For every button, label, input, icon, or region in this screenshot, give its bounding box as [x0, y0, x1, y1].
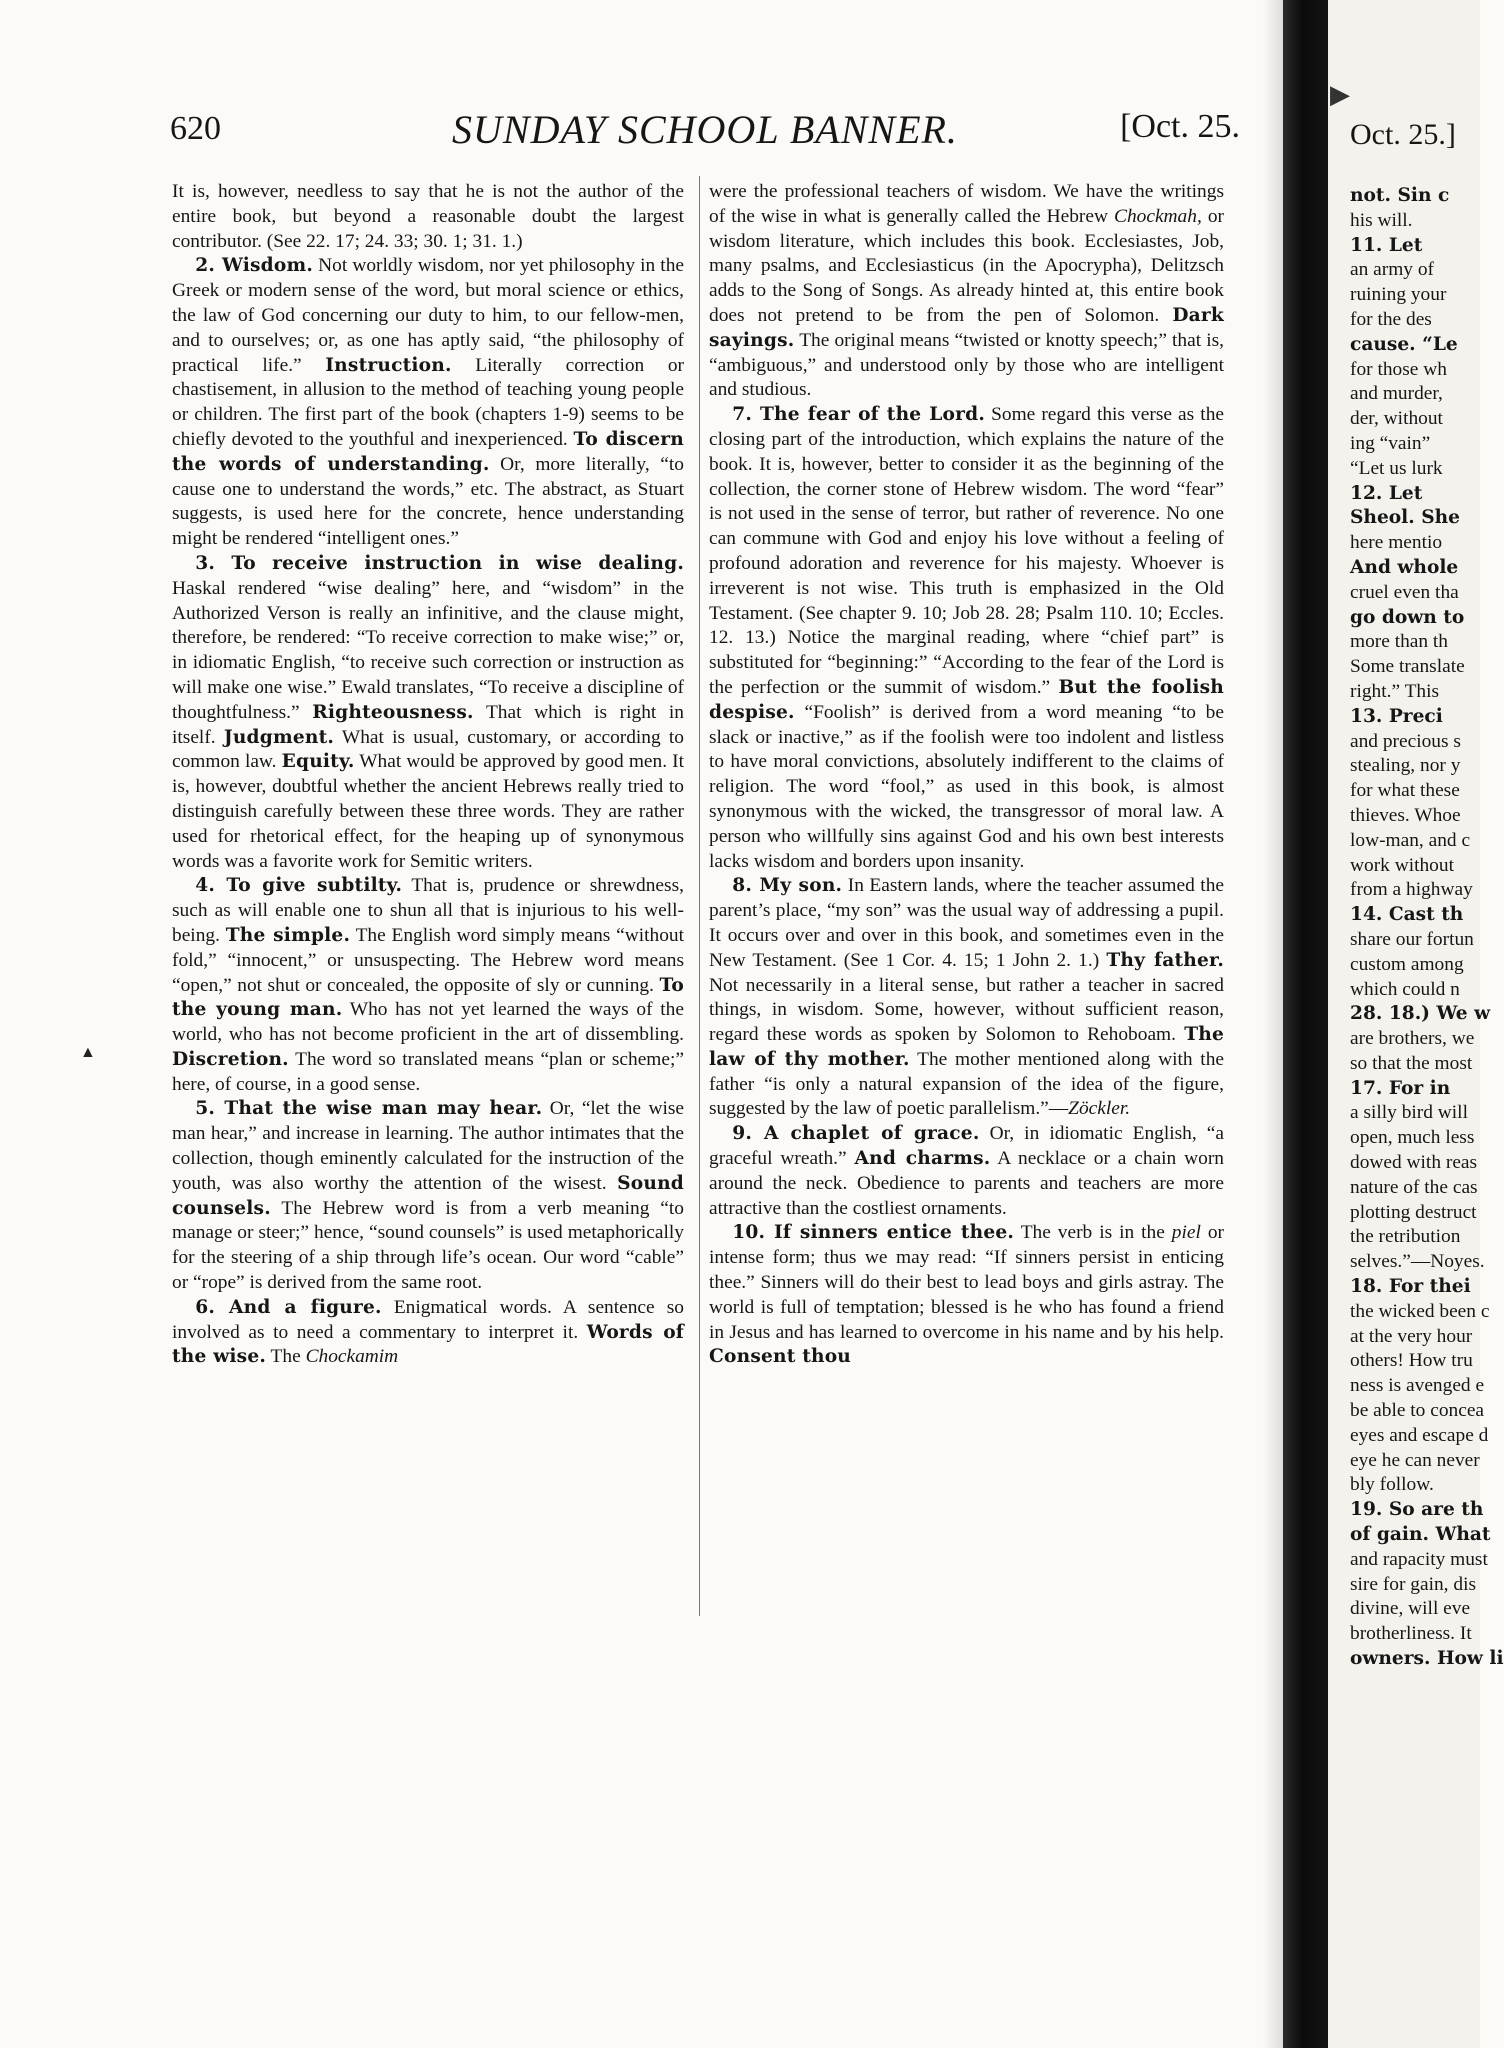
facing-page-line: ing “vain”	[1350, 432, 1431, 454]
facing-page-line: for what these	[1350, 780, 1460, 802]
facing-page-line: others! How tru	[1350, 1350, 1473, 1372]
facing-page-line: “Let us lurk	[1350, 457, 1443, 479]
paragraph-verse-2: 2. Wisdom. Not worldly wisdom, nor yet philosophy in the Greek or modern sense of the word, but moral science or ethics, the law of God concerning our duty to him, to our fellow-men, and to ourselves; or, as one has aptly said, “the philosophy of practical life.” Instruction. Literally correction or chastisement, in allusion to the method of teaching young people or children. The first part of the book (chapters 1-9) seems to be chiefly devoted to the youthful and inexperienced. To discern the words of understanding. Or, more literally, “to cause one to understand the words,” etc. The abstract, as Stuart suggests, is used here for the concrete, hence understanding might be rendered “intelligent ones.”	[172, 255, 685, 550]
running-header	[170, 106, 1240, 156]
facing-page-line: dowed with reas	[1350, 1152, 1478, 1174]
facing-page-line: low-man, and c	[1350, 829, 1471, 851]
facing-page-line: custom among	[1350, 953, 1464, 975]
term-heading: To the young man.	[172, 974, 684, 1021]
column-rule	[699, 176, 700, 1616]
facing-page-line: share our fortun	[1350, 928, 1474, 950]
facing-page-line: right.” This	[1350, 680, 1440, 702]
gutter-shadow	[1262, 0, 1284, 2048]
running-title: SUNDAY SCHOOL BANNER.	[452, 107, 958, 152]
facing-page-line: der, without	[1350, 408, 1443, 430]
verse-heading: 4. To give subtilty.	[195, 875, 403, 897]
term-heading: Sound counsels.	[172, 1172, 684, 1219]
term-heading: Thy father.	[1106, 949, 1224, 971]
paragraph-verse-5: 5. That the wise man may hear. Or, “let the wise man hear,” and increase in learning. The author intimates that the collection, though eminently calculated for the instruction of the youth, was also worthy the attention of the wisest. Sound counsels. The Hebrew word is from a verb meaning “to manage or steer;” hence, “sound counsels” is used metaphorically for the steering of a ship through life’s ocean. Our word “cable” or “rope” is derived from the same root.	[172, 1098, 684, 1294]
facing-page-line: ness is avenged e	[1350, 1375, 1485, 1397]
verse-heading: 3. To receive instruction in wise dealing.	[195, 552, 684, 574]
facing-page-line: selves.”—Noyes.	[1350, 1251, 1485, 1273]
header-date: [Oct. 25.	[1120, 108, 1240, 145]
facing-page-line: and precious s	[1350, 730, 1461, 752]
term-heading: Dark sayings.	[709, 304, 1224, 351]
right-column	[709, 180, 1224, 1370]
facing-page-line: 17. For in	[1350, 1077, 1451, 1099]
facing-page-line: at the very hour	[1350, 1325, 1473, 1347]
facing-page-line: 19. So are th	[1350, 1499, 1484, 1521]
facing-page-line: be able to concea	[1350, 1400, 1485, 1422]
facing-page-line: go down to	[1350, 606, 1465, 628]
verse-heading: 6. And a figure.	[195, 1296, 382, 1318]
facing-page-line: 12. Let	[1350, 482, 1423, 504]
facing-page-text	[1350, 184, 1504, 1672]
paragraph-continued: It is, however, needless to say that he is not the author of the entire book, but beyond a reasonable doubt the largest contributor. (See 22. 17; 24. 33; 30. 1; 31. 1.)	[172, 181, 684, 252]
paragraph-verse-8: 8. My son. In Eastern lands, where the teacher assumed the parent’s place, “my son” was the usual way of addressing a pupil. It occurs over and over in this book, and sometimes even in the New Testament. (See 1 Cor. 4. 15; 1 John 2. 1.) Thy father. Not necessarily in a literal sense, but rather a teacher in sacred things, in wisdom. Some, however, without sufficient reason, regard these words as spoken by Solomon to Rehoboam. The law of thy mother. The mother mentioned along with the father “is only a natural expansion of the idea of the figure, suggested by the law of poetic parallelism.”—Zöckler.	[709, 875, 1224, 1120]
margin-mark: ▲	[80, 1044, 96, 1061]
facing-page-line: so that the most	[1350, 1052, 1473, 1074]
verse-heading: 9. A chaplet of grace.	[732, 1123, 980, 1145]
verse-heading: 5. That the wise man may hear.	[195, 1098, 543, 1120]
facing-page-line: 11. Let	[1350, 234, 1423, 256]
facing-page-line: the wicked been c	[1350, 1300, 1490, 1322]
term-heading: Words of the wise.	[172, 1321, 684, 1368]
facing-page-line: Sheol. She	[1350, 507, 1460, 529]
facing-page-line: Some translate	[1350, 656, 1465, 678]
facing-page-line: cause. “Le	[1350, 333, 1458, 355]
paragraph-verse-7: 7. The fear of the Lord. Some regard this verse as the closing part of the introduction, which explains the nature of the book. It is, however, better to consider it as the beginning of the collection, the corner stone of Hebrew wisdom. The word “fear” is not used in the sense of terror, but rather of reverence. No one can commune with God and enjoy his love without a feeling of profound adoration and reverence for his majesty. Whoever is irreverent is not wise. This truth is emphasized in the Old Testament. (See chapter 9. 10; Job 28. 28; Psalm 110. 10; Eccles. 12. 13.) Notice the marginal reading, where “chief part” is substituted for “beginning:” “According to the fear of the Lord is the perfection or the summit of wisdom.” But the foolish despise. “Foolish” is derived from a word meaning “to be slack or inactive,” as if the foolish were too indolent and listless to have moral convictions, absolutely indifferent to the claims of religion. The word “fool,” as used in this book, is almost synonymous with the wicked, the transgressor of moral law. A person who willfully sins against God and his own best interests lacks wisdom and borders upon insanity.	[709, 404, 1225, 872]
facing-page-line: divine, will eve	[1350, 1598, 1471, 1620]
italic-term: Chockmah,	[1114, 205, 1202, 227]
facing-page-line: here mentio	[1350, 532, 1443, 554]
paragraph-continued: were the professional teachers of wisdom. We have the writings of the wise in what is generally called the Hebrew Chockmah, or wisdom literature, which includes this book. Ecclesiastes, Job, many psalms, and Ecclesiasticus (in the Apocrypha), Delitzsch adds to the Song of Songs. As already hinted at, this entire book does not pretend to be from the pen of Solomon. Dark sayings. The original means “twisted or knotty speech;” that is, “ambiguous,” and understood only by those who are intelligent and studious.	[709, 181, 1224, 401]
facing-page-line: And whole	[1350, 556, 1459, 578]
paragraph-verse-4: 4. To give subtilty. That is, prudence or shrewdness, such as will enable one to shun all that is injurious to his well-being. The simple. The English word simply means “without fold,” “innocent,” or unsuspecting. The Hebrew word means “open,” not shut or concealed, the opposite of sly or cunning. To the young man. Who has not yet learned the ways of the world, who has not become proficient in the art of dissembling. Discretion. The word so translated means “plan or scheme;” here, of course, in a good sense.	[172, 875, 684, 1095]
facing-page-line: not. Sin c	[1350, 185, 1450, 206]
term-heading: Consent thou	[709, 1346, 852, 1368]
paragraph-verse-3: 3. To receive instruction in wise dealing. Haskal rendered “wise dealing” here, and “wisdom” in the Authorized Verson is really an infinitive, and the clause might, therefore, be rendered: “To receive correction to make wise;” or, in idiomatic English, “to receive such correction or instruction as will make one wise.” Ewald translates, “To receive a discipline of thoughtfulness.” Righteousness. That which is right in itself. Judgment. What is usual, customary, or according to common law. Equity. What would be approved by good men. It is, however, doubtful whether the ancient Hebrews really tried to distinguish carefully between these three words. They are rather used for rhetorical effect, for the heaping up of synonymous words was a favorite work for Semitic writers.	[172, 552, 684, 872]
facing-page-line: owners. How li	[1350, 1648, 1504, 1670]
book-gutter	[1283, 0, 1328, 2048]
facing-page-header: Oct. 25.]	[1350, 118, 1456, 151]
paragraph-verse-9: 9. A chaplet of grace. Or, in idiomatic English, “a graceful wreath.” And charms. A necklace or a chain worn around the neck. Obedience to parents and teachers are more attractive than the costliest ornaments.	[709, 1123, 1225, 1219]
facing-page-line: plotting destruct	[1350, 1201, 1477, 1223]
facing-page-line: ruining your	[1350, 284, 1447, 306]
facing-page-line: and murder,	[1350, 383, 1443, 405]
facing-page-line: are brothers, we	[1350, 1028, 1475, 1050]
facing-page-line: a silly bird will	[1350, 1102, 1468, 1124]
facing-page-line: sire for gain, dis	[1350, 1573, 1477, 1595]
term-heading: The simple.	[225, 924, 351, 946]
facing-page-line: his will.	[1350, 209, 1413, 231]
term-heading: Judgment.	[223, 726, 335, 748]
term-heading: To discern the words of understanding.	[172, 428, 685, 475]
facing-page-line: work without	[1350, 854, 1454, 876]
facing-page-line: from a highway	[1350, 879, 1473, 901]
left-column	[172, 180, 684, 1370]
facing-page-line: 14. Cast th	[1350, 904, 1464, 926]
facing-page-line: an army of	[1350, 259, 1434, 281]
facing-page-line: bly follow.	[1350, 1474, 1434, 1496]
facing-page-line: for the des	[1350, 308, 1432, 330]
facing-page-line: 18. For thei	[1350, 1276, 1471, 1298]
verse-heading: 10. If sinners entice thee.	[732, 1222, 1015, 1244]
term-heading: And charms.	[854, 1148, 991, 1170]
facing-page-line: which could n	[1350, 978, 1460, 1000]
facing-page-line: the retribution	[1350, 1226, 1461, 1248]
facing-page-line: stealing, nor y	[1350, 755, 1461, 777]
italic-citation: Zöckler.	[1068, 1098, 1131, 1120]
facing-page-line: for those wh	[1350, 358, 1447, 380]
italic-term: piel	[1171, 1222, 1201, 1244]
term-heading: Instruction.	[325, 354, 452, 376]
facing-page-line: thieves. Whoe	[1350, 804, 1461, 826]
facing-page-edge	[1328, 0, 1504, 2048]
corner-mark: ▶	[1330, 80, 1350, 109]
page-number: 620	[170, 110, 221, 147]
facing-page-line: and rapacity must	[1350, 1548, 1488, 1570]
term-heading: Discretion.	[172, 1048, 289, 1070]
term-heading: Equity.	[281, 751, 355, 773]
facing-page-line: cruel even tha	[1350, 581, 1459, 603]
facing-page-line: 13. Preci	[1350, 705, 1443, 727]
facing-page-line: eyes and escape d	[1350, 1424, 1489, 1446]
italic-term: Chockamim	[305, 1346, 399, 1368]
facing-page-line: more than th	[1350, 631, 1449, 653]
term-heading: The law of thy mother.	[709, 1024, 1224, 1070]
facing-page-line: of gain. What	[1350, 1524, 1491, 1546]
verse-heading: 7. The fear of the Lord.	[732, 404, 985, 426]
paragraph-verse-10: 10. If sinners entice thee. The verb is in the piel or intense form; thus we may read: “If sinners persist in enticing thee.” Sinners will do their best to lead boys and girls astray. The world is full of temptation; blessed is he who has found a friend in Jesus and has learned to overcome in his name and by his help. Consent thou	[709, 1222, 1224, 1368]
facing-page-line: nature of the cas	[1350, 1176, 1478, 1198]
term-heading: But the foolish despise.	[709, 676, 1225, 723]
facing-page-line: 28. 18.) We w	[1350, 1003, 1491, 1025]
verse-heading: 2. Wisdom.	[195, 255, 314, 277]
paragraph-verse-6: 6. And a figure. Enigmatical words. A sentence so involved as to need a commentary to interpret it. Words of the wise. The Chockamim	[172, 1296, 684, 1368]
facing-page-line: brotherliness. It	[1350, 1623, 1472, 1645]
facing-page-line: open, much less	[1350, 1127, 1475, 1149]
verse-heading: 8. My son.	[732, 875, 843, 897]
term-heading: Righteousness.	[312, 701, 474, 723]
facing-page-line: eye he can never	[1350, 1449, 1480, 1471]
